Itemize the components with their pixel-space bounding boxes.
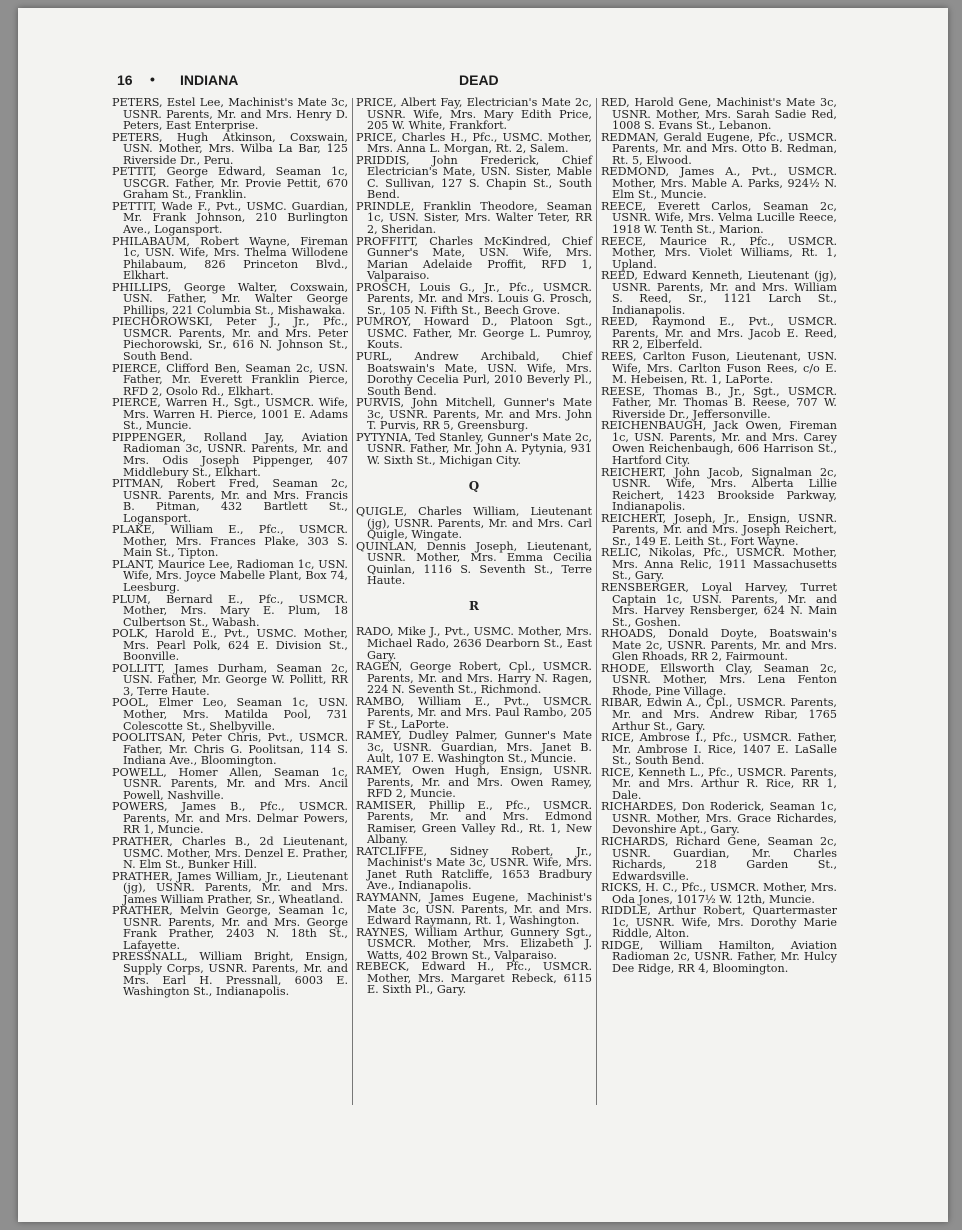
letter-heading-q: Q: [468, 478, 480, 493]
casualty-entry: RAMEY, Owen Hugh, Ensign, USNR. Parents, Mr. and Mrs. Owen Ramey, RFD 2, Muncie.: [356, 763, 592, 801]
casualty-entry: PRATHER, Melvin George, Seaman 1c, USNR. Parents, Mr. and Mrs. George Frank Prather, 2403 N. 18th St., Lafayette.: [112, 904, 348, 952]
casualty-entry: PYTYNIA, Ted Stanley, Gunner's Mate 2c, USNR. Father, Mr. John A. Pytynia, 931 W. Sixth St., Michigan City.: [356, 430, 592, 467]
casualty-entry: PURVIS, John Mitchell, Gunner's Mate 3c, USNR. Parents, Mr. and Mrs. John T. Purvis, RR 5, Greensburg.: [356, 396, 592, 433]
casualty-entry: RELIC, Nikolas, Pfc., USMCR. Mother, Mrs. Anna Relic, 1911 Massachusetts St., Gary.: [601, 546, 837, 583]
casualty-entry: PLUM, Bernard E., Pfc., USMCR. Mother, Mrs. Mary E. Plum, 18 Culbertson St., Wabash.: [112, 592, 348, 629]
casualty-entry: PRATHER, James William, Jr., Lieutenant (jg), USNR. Parents, Mr. and Mrs. James William Prather, Sr., Wheatland.: [112, 869, 348, 906]
casualty-entry: PRATHER, Charles B., 2d Lieutenant, USMC. Mother, Mrs. Denzel E. Prather, N. Elm St., Bunker Hill.: [112, 835, 348, 872]
casualty-entry: PRICE, Charles H., Pfc., USMC. Mother, Mrs. Anna L. Morgan, Rt. 2, Salem.: [356, 130, 592, 156]
casualty-entry: REICHERT, Joseph, Jr., Ensign, USNR. Parents, Mr. and Mrs. Joseph Reichert, Sr., 149 E. Leith St., Fort Wayne.: [601, 511, 837, 548]
casualty-entry: RATCLIFFE, Sidney Robert, Jr., Machinist's Mate 3c, USNR. Wife, Mrs. Janet Ruth Ratcliffe, 1653 Bradbury Ave., Indianapolis.: [356, 844, 592, 893]
casualty-entry: REECE, Maurice R., Pfc., USMCR. Mother, Mrs. Violet Williams, Rt. 1, Upland.: [601, 234, 837, 271]
casualty-entry: POOLITSAN, Peter Chris, Pvt., USMCR. Father, Mr. Chris G. Poolitsan, 114 S. Indiana Ave., Bloomington.: [112, 731, 348, 768]
casualty-entry: PIECHOROWSKI, Peter J., Jr., Pfc., USMCR. Parents, Mr. and Mrs. Peter Piechorowski, Sr., 616 N. Johnson St., South Bend.: [112, 315, 348, 364]
casualty-entry: RED, Harold Gene, Machinist's Mate 3c, USNR. Mother, Mrs. Sarah Sadie Red, 1008 S. Evans St., Lebanon.: [601, 96, 837, 133]
header-bullet: •: [150, 71, 155, 87]
casualty-entry: RIDGE, William Hamilton, Aviation Radioman 2c, USNR. Father, Mr. Hulcy Dee Ridge, RR 4, Bloomington.: [601, 938, 837, 976]
page-header: [117, 72, 857, 92]
casualty-entry: PRICE, Albert Fay, Electrician's Mate 2c, USNR. Wife, Mrs. Mary Edith Price, 205 W. White, Frankfort.: [356, 96, 592, 133]
column-3: [601, 97, 837, 975]
casualty-entry: REED, Edward Kenneth, Lieutenant (jg), USNR. Parents, Mr. and Mrs. William S. Reed, Sr., 1121 Larch St., Indianapolis.: [601, 269, 837, 317]
casualty-entry: RAYMANN, James Eugene, Machinist's Mate 3c, USN. Parents, Mr. and Mrs. Edward Raymann, Rt. 1, Washington.: [356, 891, 592, 928]
casualty-entry: PETTIT, George Edward, Seaman 1c, USCGR. Father, Mr. Provie Pettit, 670 Graham St., Franklin.: [112, 165, 348, 202]
casualty-entry: REECE, Everett Carlos, Seaman 2c, USNR. Wife, Mrs. Velma Lucille Reece, 1918 W. Tenth St., Marion.: [601, 199, 837, 237]
state-name: INDIANA: [180, 72, 239, 88]
casualty-entry: RIBAR, Edwin A., Cpl., USMCR. Parents, Mr. and Mrs. Andrew Ribar, 1765 Arthur St., Gary.: [601, 696, 837, 733]
entries-q: [356, 506, 592, 587]
casualty-entry: PHILLIPS, George Walter, Coxswain, USN. Father, Mr. Walter George Phillips, 221 Columbia St., Mishawaka.: [112, 280, 348, 317]
casualty-entry: QUIGLE, Charles William, Lieutenant (jg), USNR. Parents, Mr. and Mrs. Carl Quigle, Wingate.: [356, 505, 592, 542]
casualty-entry: RHOADS, Donald Doyte, Boatswain's Mate 2c, USNR. Parents, Mr. and Mrs. Glen Rhoads, RR 2, Fairmount.: [601, 627, 837, 664]
casualty-entry: PRINDLE, Franklin Theodore, Seaman 1c, USN. Sister, Mrs. Walter Teter, RR 2, Sheridan.: [356, 199, 592, 237]
casualty-entry: PRIDDIS, John Frederick, Chief Electrician's Mate, USN. Sister, Mable C. Sullivan, 127 S. Chapin St., South Bend.: [356, 153, 592, 202]
casualty-entry: REDMAN, Gerald Eugene, Pfc., USMCR. Parents, Mr. and Mrs. Otto B. Redman, Rt. 5, Elwood.: [601, 130, 837, 167]
casualty-entry: POLK, Harold E., Pvt., USMC. Mother, Mrs. Pearl Polk, 624 E. Division St., Boonville.: [112, 627, 348, 664]
casualty-entry: RICHARDS, Richard Gene, Seaman 2c, USNR. Guardian, Mr. Charles Richards, 218 Garden St., Edwardsville.: [601, 835, 837, 883]
column-divider: [352, 98, 353, 1105]
casualty-entry: POOL, Elmer Leo, Seaman 1c, USN. Mother, Mrs. Matilda Pool, 731 Colescotte St., Shelbyville.: [112, 696, 348, 733]
casualty-entry: PITMAN, Robert Fred, Seaman 2c, USNR. Parents, Mr. and Mrs. Francis B. Pitman, 432 Bartlett St., Logansport.: [112, 477, 348, 525]
casualty-entry: REESE, Thomas B., Jr., Sgt., USMCR. Father, Mr. Thomas B. Reese, 707 W. Riverside Dr., Jeffersonville.: [601, 384, 837, 421]
casualty-entry: RICKS, H. C., Pfc., USMCR. Mother, Mrs. Oda Jones, 1017½ W. 12th, Muncie.: [601, 881, 837, 906]
column-divider: [596, 98, 597, 1105]
casualty-entry: PETTIT, Wade F., Pvt., USMC. Guardian, Mr. Frank Johnson, 210 Burlington Ave., Logansport.: [112, 199, 348, 237]
casualty-entry: PIERCE, Clifford Ben, Seaman 2c, USN. Father, Mr. Everett Franklin Pierce, RFD 2, Osolo Rd., Elkhart.: [112, 361, 348, 398]
casualty-entry: RICHARDES, Don Roderick, Seaman 1c, USNR. Mother, Mrs. Grace Richardes, Devonshire Apt., Gary.: [601, 800, 837, 837]
page-number: 16: [117, 72, 133, 88]
casualty-entry: RICE, Ambrose I., Pfc., USMCR. Father, Mr. Ambrose I. Rice, 1407 E. LaSalle St., South Bend.: [601, 731, 837, 768]
casualty-entry: RAMISER, Phillip E., Pfc., USMCR. Parents, Mr. and Mrs. Edmond Ramiser, Green Valley Rd., Rt. 1, New Albany.: [356, 798, 592, 847]
casualty-entry: PETERS, Hugh Atkinson, Coxswain, USN. Mother, Mrs. Wilba La Bar, 125 Riverside Dr., Peru.: [112, 130, 348, 167]
column-1: [112, 97, 348, 998]
casualty-entry: RADO, Mike J., Pvt., USMC. Mother, Mrs. Michael Rado, 2636 Dearborn St., East Gary.: [356, 625, 592, 662]
casualty-entry: QUINLAN, Dennis Joseph, Lieutenant, USNR. Mother, Mrs. Emma Cecilia Quinlan, 1116 S. Seventh St., Terre Haute.: [356, 539, 592, 588]
casualty-entry: RAMBO, William E., Pvt., USMCR. Parents, Mr. and Mrs. Paul Rambo, 205 F St., LaPorte.: [356, 694, 592, 731]
casualty-entry: PLANT, Maurice Lee, Radioman 1c, USN. Wife, Mrs. Joyce Mabelle Plant, Box 74, Leesburg.: [112, 557, 348, 594]
casualty-entry: RAMEY, Dudley Palmer, Gunner's Mate 3c, USNR. Guardian, Mrs. Janet B. Ault, 107 E. Washington St., Muncie.: [356, 729, 592, 766]
entries-p: [356, 97, 592, 467]
casualty-entry: PHILABAUM, Robert Wayne, Fireman 1c, USN. Wife, Mrs. Thelma Willodene Philabaum, 826 Princeton Blvd., Elkhart.: [112, 234, 348, 283]
casualty-entry: PLAKE, William E., Pfc., USMCR. Mother, Mrs. Frances Plake, 303 S. Main St., Tipton.: [112, 523, 348, 560]
casualty-entry: RICE, Kenneth L., Pfc., USMCR. Parents, Mr. and Mrs. Arthur R. Rice, RR 1, Dale.: [601, 765, 837, 802]
casualty-entry: RHODE, Ellsworth Clay, Seaman 2c, USNR. Mother, Mrs. Lena Fenton Rhode, Pine Village.: [601, 661, 837, 698]
casualty-entry: POWELL, Homer Allen, Seaman 1c, USNR. Parents, Mr. and Mrs. Ancil Powell, Nashville.: [112, 765, 348, 802]
casualty-entry: RAGEN, George Robert, Cpl., USMCR. Parents, Mr. and Mrs. Harry N. Ragen, 224 N. Seventh St., Richmond.: [356, 660, 592, 697]
casualty-entry: RIDDLE, Arthur Robert, Quartermaster 1c, USNR. Wife, Mrs. Dorothy Marie Riddle, Alton.: [601, 904, 837, 941]
casualty-entry: PROFFITT, Charles McKindred, Chief Gunner's Mate, USN. Wife, Mrs. Marian Adelaide Proffit, RFD 1, Valparaiso.: [356, 234, 592, 283]
entries-r: [356, 626, 592, 996]
letter-heading-r: R: [469, 598, 479, 613]
column-2: [356, 97, 592, 996]
casualty-entry: REICHENBAUGH, Jack Owen, Fireman 1c, USN. Parents, Mr. and Mrs. Carey Owen Reichenbaugh, 606 Harrison St., Hartford City.: [601, 419, 837, 467]
casualty-entry: PRESSNALL, William Bright, Ensign, Supply Corps, USNR. Parents, Mr. and Mrs. Earl H. Pressnall, 6003 E. Washington St., Indianapolis.: [112, 950, 348, 999]
casualty-entry: POLLITT, James Durham, Seaman 2c, USN. Father, Mr. George W. Pollitt, RR 3, Terre Haute.: [112, 661, 348, 698]
casualty-entry: PUMROY, Howard D., Platoon Sgt., USMC. Father, Mr. George L. Pumroy, Kouts.: [356, 315, 592, 352]
casualty-entry: PROSCH, Louis G., Jr., Pfc., USMCR. Parents, Mr. and Mrs. Louis G. Prosch, Sr., 105 N. Fifth St., Beech Grove.: [356, 280, 592, 317]
casualty-entry: POWERS, James B., Pfc., USMCR. Parents, Mr. and Mrs. Delmar Powers, RR 1, Muncie.: [112, 800, 348, 837]
casualty-entry: PIPPENGER, Rolland Jay, Aviation Radioman 3c, USNR. Parents, Mr. and Mrs. Odis Joseph Pippenger, 407 Middlebury St., Elkhart.: [112, 430, 348, 479]
casualty-entry: REBECK, Edward H., Pfc., USMCR. Mother, Mrs. Margaret Rebeck, 6115 E. Sixth Pl., Gary.: [356, 960, 592, 997]
casualty-entry: REES, Carlton Fuson, Lieutenant, USN. Wife, Mrs. Carlton Fuson Rees, c/o E. M. Hebeisen, Rt. 1, LaPorte.: [601, 350, 837, 387]
casualty-entry: PIERCE, Warren H., Sgt., USMCR. Wife, Mrs. Warren H. Pierce, 1001 E. Adams St., Muncie.: [112, 396, 348, 433]
casualty-entry: REICHERT, John Jacob, Signalman 2c, USNR. Wife, Mrs. Alberta Lillie Reichert, 1423 Brookside Parkway, Indianapolis.: [601, 465, 837, 514]
casualty-entry: PETERS, Estel Lee, Machinist's Mate 3c, USNR. Parents, Mr. and Mrs. Henry D. Peters, East Enterprise.: [112, 96, 348, 133]
casualty-entry: REED, Raymond E., Pvt., USMCR. Parents, Mr. and Mrs. Jacob E. Reed, RR 2, Elberfeld.: [601, 315, 837, 352]
casualty-entry: RAYNES, William Arthur, Gunnery Sgt., USMCR. Mother, Mrs. Elizabeth J. Watts, 402 Brown St., Valparaiso.: [356, 925, 592, 962]
casualty-entry: PURL, Andrew Archibald, Chief Boatswain's Mate, USN. Wife, Mrs. Dorothy Cecelia Purl, 2010 Beverly Pl., South Bend.: [356, 350, 592, 398]
casualty-entry: REDMOND, James A., Pvt., USMCR. Mother, Mrs. Mable A. Parks, 924½ N. Elm St., Muncie.: [601, 165, 837, 202]
casualty-entry: RENSBERGER, Loyal Harvey, Turret Captain 1c, USN. Parents, Mr. and Mrs. Harvey Rensberger, 624 N. Main St., Goshen.: [601, 580, 837, 629]
section-title: DEAD: [459, 72, 499, 88]
